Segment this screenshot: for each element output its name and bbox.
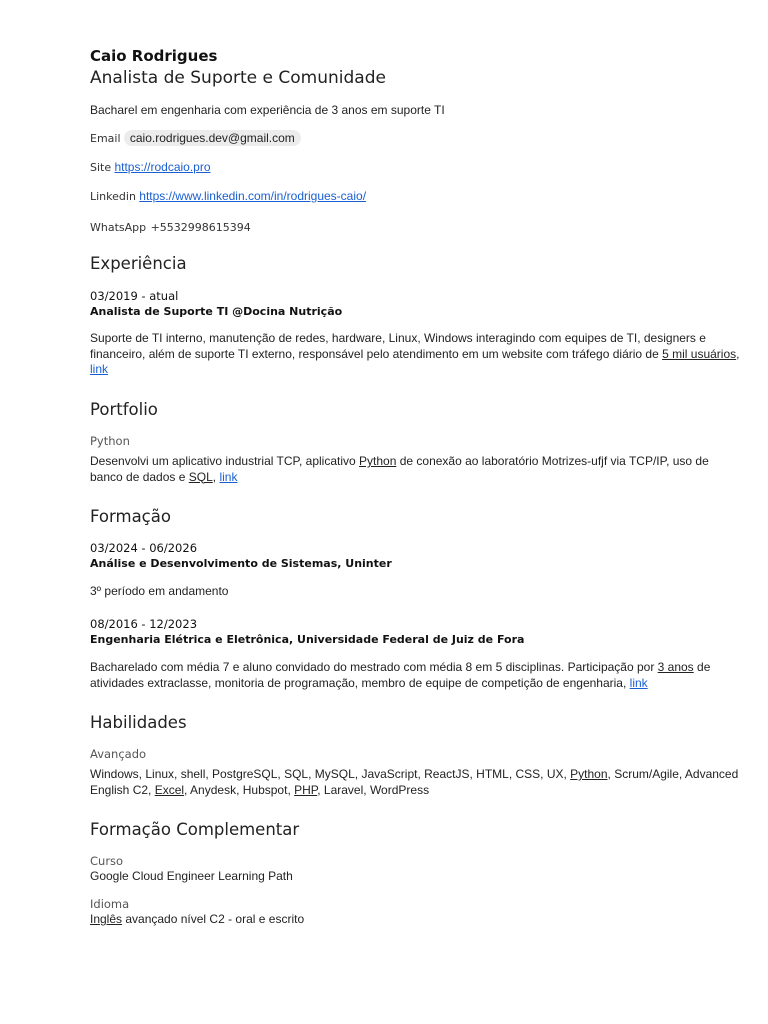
email-label: Email — [90, 132, 121, 145]
whatsapp-row — [90, 218, 251, 236]
language-rest: avançado nível C2 - oral e escrito — [122, 912, 305, 926]
skills-text-3: , Anydesk, Hubspot, — [184, 782, 295, 797]
whatsapp-label: WhatsApp — [90, 221, 147, 234]
portfolio-description — [90, 454, 740, 485]
experience-desc-text: Suporte de TI interno, manutenção de redes, hardware, Linux, Windows interagindo com equipes de TI, designers e financeiro, além de suporte TI externo, responsável pelo atendimento em um website com tráfego diário de — [90, 331, 706, 361]
experience-date: 03/2019 - atual — [90, 289, 179, 303]
education-1-title: Análise e Desenvolvimento de Sistemas, Uninter — [90, 557, 392, 570]
skills-php: PHP — [294, 782, 318, 797]
education-heading: Formação — [90, 507, 171, 526]
education-2-link[interactable]: link — [629, 675, 648, 690]
portfolio-desc-text-1: Desenvolvi um aplicativo industrial TCP, aplicativo — [90, 454, 360, 468]
education-2-title: Engenharia Elétrica e Eletrônica, Universidade Federal de Juiz de Fora — [90, 633, 525, 646]
linkedin-row — [90, 189, 366, 203]
language-english: Inglês — [90, 912, 123, 926]
portfolio-heading: Portfolio — [90, 400, 158, 419]
skills-text-1: Windows, Linux, shell, PostgreSQL, SQL, MySQL, JavaScript, ReactJS, HTML, CSS, UX, — [90, 767, 571, 781]
course-value: Google Cloud Engineer Learning Path — [90, 869, 293, 883]
portfolio-desc-text-2: de conexão ao laboratório Motrizes-ufjf via TCP/IP, uso de banco de dados e — [90, 454, 709, 484]
skills-text-4: , Laravel, WordPress — [317, 782, 430, 797]
portfolio-link[interactable]: link — [219, 469, 238, 484]
portfolio-category: Python — [90, 434, 130, 448]
course-label: Curso — [90, 854, 124, 868]
portfolio-desc-sep: , — [212, 469, 220, 484]
education-1-date: 03/2024 - 06/2026 — [90, 541, 198, 555]
email-row — [90, 131, 301, 145]
site-label: Site — [90, 161, 112, 174]
portfolio-desc-python: Python — [359, 454, 397, 468]
candidate-name: Caio Rodrigues — [90, 47, 218, 65]
education-2-description — [90, 660, 740, 691]
education-2-desc-text-2: de atividades extraclasse, monitoria de programação, membro de equipe de competição de engenharia, — [90, 660, 711, 690]
experience-description — [90, 331, 740, 378]
education-2-desc-text-1: Bacharelado com média 7 e aluno convidado do mestrado com média 8 em 5 disciplinas. Participação por — [90, 660, 658, 674]
whatsapp-value: +5532998615394 — [150, 221, 251, 234]
skills-heading: Habilidades — [90, 713, 187, 732]
skills-list — [90, 767, 740, 798]
experience-link[interactable]: link — [90, 362, 109, 376]
summary: Bacharel em engenharia com experiência de 3 anos em suporte TI — [90, 103, 445, 117]
experience-desc-highlight: 5 mil usuários — [662, 346, 737, 361]
skills-python: Python — [570, 767, 608, 781]
site-row — [90, 160, 211, 174]
linkedin-link[interactable]: https://www.linkedin.com/in/rodrigues-caio/ — [139, 189, 367, 203]
complementary-heading: Formação Complementar — [90, 820, 300, 839]
experience-title: Analista de Suporte TI @Docina Nutrição — [90, 305, 343, 318]
email-chip[interactable]: caio.rodrigues.dev@gmail.com — [124, 130, 301, 146]
skills-text-2: , Scrum/Agile, Advanced English C2, — [90, 767, 739, 797]
portfolio-desc-sql: SQL — [188, 469, 213, 484]
skills-level: Avançado — [90, 747, 147, 761]
site-link[interactable]: https://rodcaio.pro — [114, 160, 211, 174]
linkedin-label: Linkedin — [90, 190, 136, 203]
language-label: Idioma — [90, 897, 130, 911]
education-1-description: 3º período em andamento — [90, 584, 229, 598]
experience-desc-sep: , — [736, 346, 740, 361]
skills-excel: Excel — [154, 782, 185, 797]
candidate-role: Analista de Suporte e Comunidade — [90, 68, 386, 88]
education-2-date: 08/2016 - 12/2023 — [90, 617, 198, 631]
education-2-desc-highlight: 3 anos — [657, 660, 694, 674]
experience-heading: Experiência — [90, 254, 187, 273]
language-value — [90, 912, 304, 926]
